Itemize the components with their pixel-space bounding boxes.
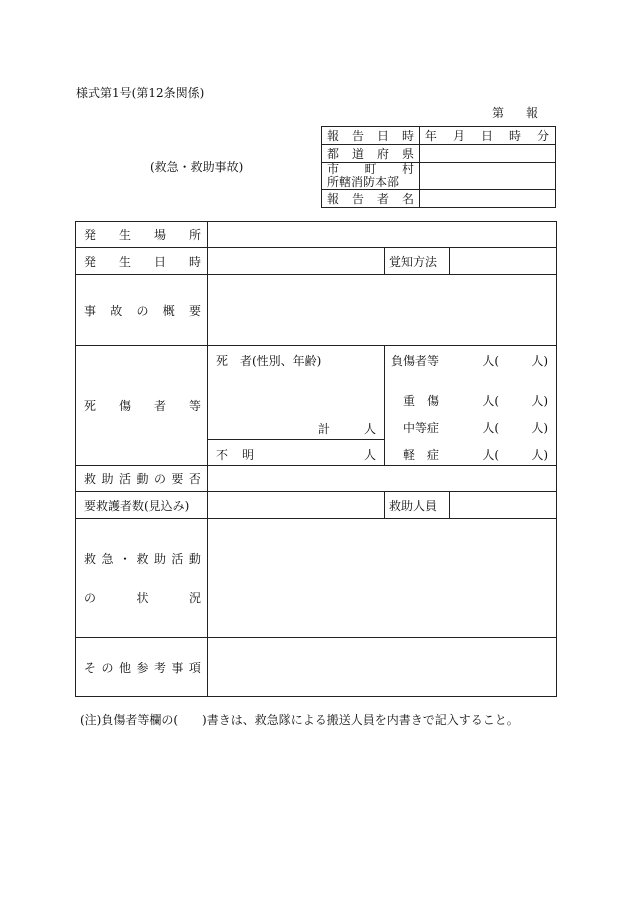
casualties-row bbox=[76, 346, 557, 466]
rescue-needed-label: 救 助 活 動 の 要 否 bbox=[76, 466, 208, 492]
form-subtitle: (救急・救助事故) bbox=[150, 160, 244, 174]
rescue-needed-field[interactable] bbox=[208, 466, 557, 492]
dead-label: 死 者(性別、年齢) bbox=[216, 354, 322, 368]
reporter-field[interactable] bbox=[420, 190, 556, 208]
other-notes-field[interactable] bbox=[208, 638, 557, 697]
prefecture-label: 都 道 府 県 bbox=[322, 145, 420, 163]
footnote: (注)負傷者等欄の( )書きは、救急隊による搬送人員を内書きで記入すること。 bbox=[80, 713, 519, 727]
minor-injury-row[interactable]: 軽 症 人( 人) bbox=[403, 448, 549, 462]
detection-method-field[interactable] bbox=[450, 248, 557, 275]
other-row bbox=[76, 638, 557, 697]
accident-summary-field[interactable] bbox=[208, 275, 557, 346]
location-row bbox=[76, 222, 557, 248]
injured-cell bbox=[385, 346, 557, 466]
rescue-persons-est-label: 要救護者数(見込み) bbox=[76, 492, 208, 519]
unknown-count[interactable]: 不明 人 bbox=[216, 448, 376, 462]
report-datetime-label: 報 告 日 時 bbox=[322, 127, 420, 145]
report-datetime-row bbox=[322, 127, 556, 145]
reporter-row bbox=[322, 190, 556, 208]
detection-method-label: 覚知方法 bbox=[385, 248, 450, 275]
report-number-label bbox=[492, 104, 538, 121]
other-notes-label: そ の 他 参 考 事 項 bbox=[76, 638, 208, 697]
city-fire-dept-field[interactable] bbox=[420, 163, 556, 190]
moderate-injury-row[interactable]: 中等症 人( 人) bbox=[403, 421, 549, 435]
activity-row bbox=[76, 519, 557, 638]
location-label: 発 生 場 所 bbox=[76, 222, 208, 248]
injured-total-row[interactable]: 負傷者等 人( 人) bbox=[391, 354, 549, 368]
city-fire-dept-label: 市 町 村 所轄消防本部 bbox=[322, 163, 420, 190]
occurrence-datetime-field[interactable] bbox=[208, 248, 385, 275]
report-number-prefix: 第 bbox=[492, 106, 505, 120]
activity-status-label: 救 急 ・ 救 助 活 動 の 状 況 bbox=[76, 519, 208, 638]
summary-row bbox=[76, 275, 557, 346]
city-row bbox=[322, 163, 556, 190]
rescue-persons-row bbox=[76, 492, 557, 519]
occurrence-datetime-label: 発 生 日 時 bbox=[76, 248, 208, 275]
prefecture-row bbox=[322, 145, 556, 163]
report-number-suffix: 報 bbox=[526, 106, 539, 120]
prefecture-field[interactable] bbox=[420, 145, 556, 163]
incident-table bbox=[75, 221, 557, 697]
rescued-persons-label: 救助人員 bbox=[385, 492, 450, 519]
dead-cell bbox=[208, 346, 385, 466]
serious-injury-row[interactable]: 重 傷 人( 人) bbox=[403, 394, 549, 408]
location-field[interactable] bbox=[208, 222, 557, 248]
report-header-table bbox=[321, 126, 556, 208]
occurrence-row bbox=[76, 248, 557, 275]
divider bbox=[208, 439, 384, 440]
reporter-label: 報 告 者 名 bbox=[322, 190, 420, 208]
accident-summary-label: 事 故 の 概 要 bbox=[76, 275, 208, 346]
rescue-needed-row bbox=[76, 466, 557, 492]
rescue-persons-est-field[interactable] bbox=[208, 492, 385, 519]
casualties-label: 死 傷 者 等 bbox=[76, 346, 208, 466]
rescued-persons-field[interactable] bbox=[450, 492, 557, 519]
form-number: 様式第1号(第12条関係) bbox=[76, 86, 205, 100]
dead-total[interactable]: 計 人 bbox=[318, 422, 376, 436]
report-datetime-field[interactable]: 年 月 日 時 分 bbox=[420, 127, 556, 145]
activity-status-field[interactable] bbox=[208, 519, 557, 638]
